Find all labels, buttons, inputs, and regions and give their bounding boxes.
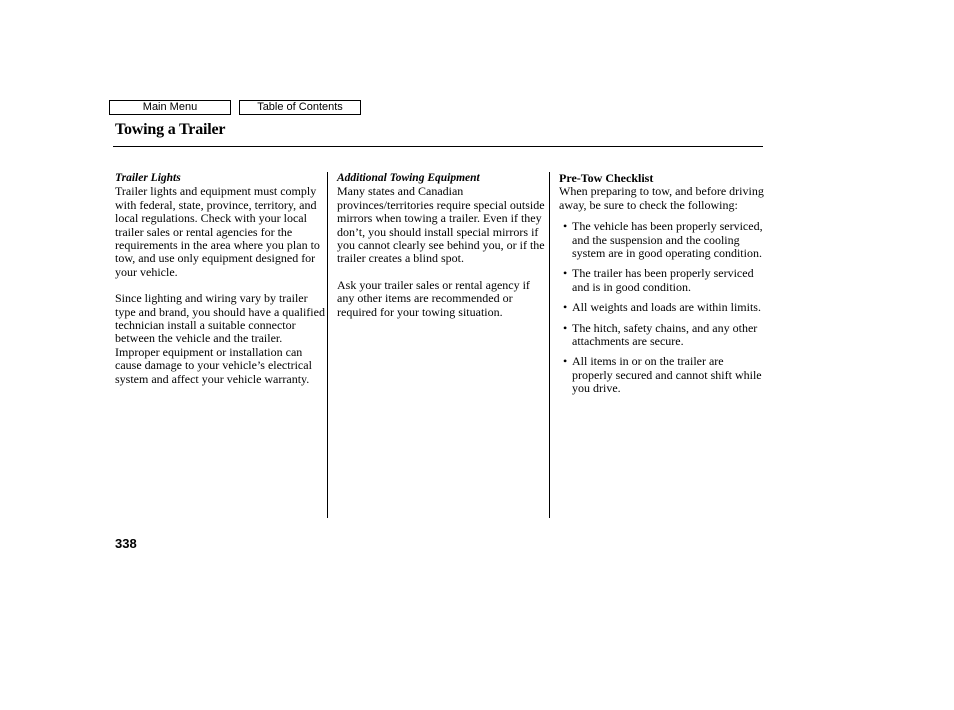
additional-equipment-paragraph-1: Many states and Canadian provinces/territories require special outside mirrors when towing a trailer. Even if they don’t, you should install special mirrors if you cannot clearly see behind you, or if the trailer creates a blind spot. (337, 184, 545, 266)
section-heading-additional-equipment: Additional Towing Equipment (337, 172, 480, 184)
checklist-item (559, 267, 764, 294)
main-menu-button[interactable]: Main Menu (109, 100, 231, 115)
checklist-item-text: The hitch, safety chains, and any other attachments are secure. (572, 320, 758, 349)
checklist-item (559, 322, 764, 349)
checklist-intro: When preparing to tow, and before driving away, be sure to check the following: (559, 184, 764, 212)
checklist-item (559, 301, 764, 314)
pre-tow-checklist-section (559, 172, 764, 403)
trailer-lights-paragraph-2: Since lighting and wiring vary by trailer type and brand, you should have a qualified technician install a suitable connector between the vehicle and the trailer. Improper equipment or installation can cause damage to your vehicle’s electrical system and affect your vehicle warranty. (115, 291, 325, 386)
bullet-icon: • (563, 300, 568, 315)
trailer-lights-section (115, 172, 325, 386)
column-divider (327, 172, 328, 518)
checklist-item-text: All items in or on the trailer are properly secured and cannot shift while you drive. (572, 354, 762, 396)
title-divider (113, 146, 763, 147)
additional-equipment-paragraph-2: Ask your trailer sales or rental agency if any other items are recommended or required for your towing situation. (337, 277, 530, 319)
trailer-lights-paragraph-1: Trailer lights and equipment must comply with federal, state, province, territory, and local regulations. Check with your local trailer sales or rental agencies for the requirements in the area where you plan to tow, and use only equipment designed for your vehicle. (115, 184, 320, 279)
section-heading-pre-tow-checklist: Pre-Tow Checklist (559, 171, 654, 185)
page-number: 338 (115, 536, 137, 551)
bullet-icon: • (563, 354, 568, 369)
checklist-item (559, 355, 764, 395)
checklist-item-text: The trailer has been properly serviced and is in good condition. (572, 266, 754, 294)
section-heading-trailer-lights: Trailer Lights (115, 172, 181, 184)
page-title: Towing a Trailer (115, 121, 226, 138)
bullet-icon: • (563, 219, 568, 234)
checklist (559, 220, 764, 395)
bullet-icon: • (563, 320, 568, 335)
additional-equipment-section (337, 172, 547, 319)
table-of-contents-button[interactable]: Table of Contents (239, 100, 361, 115)
checklist-item-text: All weights and loads are within limits. (572, 300, 761, 315)
column-divider (549, 172, 550, 518)
bullet-icon: • (563, 266, 568, 281)
checklist-item-text: The vehicle has been properly serviced, and the suspension and the cooling system are in good operating condition. (572, 219, 763, 261)
checklist-item (559, 220, 764, 260)
